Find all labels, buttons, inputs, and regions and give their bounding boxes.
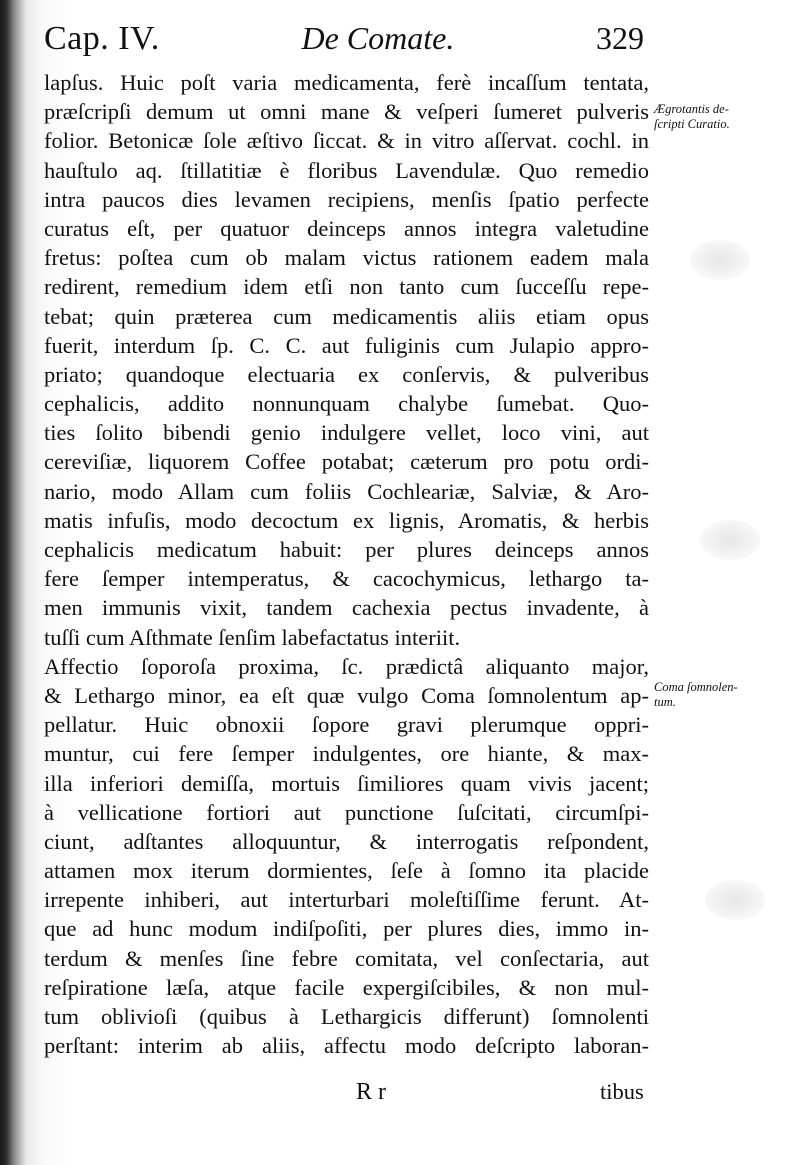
body-text xyxy=(44,68,649,1060)
margin-note-curatio xyxy=(654,102,794,132)
text-line: fere ſemper intemperatus, & cacochymicus, lethargo ta- xyxy=(44,566,649,592)
text-line: tuſſi cum Aſthmate ſenſim labefactatus interiit. xyxy=(44,624,461,650)
text-line: tebat; quin præterea cum medicamentis aliis etiam opus xyxy=(44,303,649,329)
text-line: curatus eſt, per quatuor deinceps annos integra valetudine xyxy=(44,215,649,241)
text-line: folior. Betonicæ ſole æſtivo ſiccat. & in vitro aſſervat. cochl. in xyxy=(44,128,649,154)
text-line: illa inferiori demiſſa, mortuis ſimiliores quam vivis jacent; xyxy=(44,770,649,796)
text-line: lapſus. Huic poſt varia medicamenta, ferè incaſſum tentata, xyxy=(44,70,649,95)
text-line: fuerit, interdum ſp. C. C. aut fuliginis cum Julapio appro- xyxy=(44,332,649,358)
text-line: priato; quandoque electuaria ex conſervis, & pulveribus xyxy=(44,361,649,387)
text-line: Affectio ſoporoſa proxima, ſc. prædictâ aliquanto major, xyxy=(44,653,649,679)
text-line: irrepente inhiberi, aut interturbari moleſtiſſime ferunt. At- xyxy=(44,887,649,913)
text-line: attamen mox iterum dormientes, ſeſe à ſomno ita placide xyxy=(44,858,649,884)
page-number: 329 xyxy=(596,20,644,56)
text-line: reſpiratione læſa, atque facile expergiſcibiles, & non mul- xyxy=(44,974,649,1000)
margin-note-line: ſcripti Curatio. xyxy=(654,117,730,131)
text-line: que ad hunc modum indiſpoſiti, per plures dies, immo in- xyxy=(44,916,649,942)
text-line: men immunis vixit, tandem cachexia pectus invadente, à xyxy=(44,595,649,621)
margin-note-line: Ægrotantis de- xyxy=(654,102,729,116)
text-line: pellatur. Huic obnoxii ſopore gravi plerumque oppri- xyxy=(44,712,649,738)
text-line: ciunt, adſtantes alloquuntur, & interrogatis reſpondent, xyxy=(44,828,649,854)
running-header xyxy=(44,20,644,66)
text-line: tum oblivioſi (quibus à Lethargicis differunt) ſomnolenti xyxy=(44,1004,649,1029)
text-line: muntur, cui fere ſemper indulgentes, ore hiante, & max- xyxy=(44,741,649,767)
text-line: matis infuſis, modo decoctum ex lignis, Aromatis, & herbis xyxy=(44,507,649,533)
chapter-label: Cap. IV. xyxy=(44,20,160,57)
text-line: & Lethargo minor, ea eſt quæ vulgo Coma ſomnolentum ap- xyxy=(44,682,649,708)
text-line: cereviſiæ, liquorem Coffee potabat; cæterum pro potu ordi- xyxy=(44,449,649,475)
bleed-through-mark xyxy=(690,240,750,280)
text-line: hauſtulo aq. ſtillatitiæ è floribus Lavendulæ. Quo remedio xyxy=(44,157,649,183)
text-line: nario, modo Allam cum foliis Cochleariæ, Salviæ, & Aro- xyxy=(44,478,649,504)
text-line: cephalicis, addito nonnunquam chalybe ſumebat. Quo- xyxy=(44,391,649,417)
text-line: à vellicatione fortiori aut punctione ſuſcitati, circumſpi- xyxy=(44,799,649,825)
text-line: cephalicis medicatum habuit: per plures deinceps annos xyxy=(44,537,649,562)
running-title: De Comate. xyxy=(301,20,455,56)
text-line: ties ſolito bibendi genio indulgere vellet, loco vini, aut xyxy=(44,420,649,446)
text-line: perſtant: interim ab aliis, affectu modo deſcripto laboran- xyxy=(44,1033,649,1059)
bleed-through-mark xyxy=(705,880,765,920)
text-line: præſcripſi demum ut omni mane & veſperi ſumeret pulveris xyxy=(44,99,649,125)
text-line: intra paucos dies levamen recipiens, menſis ſpatio perfecte xyxy=(44,186,649,212)
margin-note-line: tum. xyxy=(654,695,676,709)
margin-note-line: Coma ſomnolen- xyxy=(654,680,738,694)
text-line: redirent, remedium idem etſi non tanto cum ſucceſſu repe- xyxy=(44,274,649,300)
catchword: tibus xyxy=(600,1079,644,1104)
margin-note-coma xyxy=(654,680,794,710)
bleed-through-mark xyxy=(700,520,760,560)
text-line: terdum & menſes ſine febre comitata, vel conſectaria, aut xyxy=(44,945,649,971)
signature-mark: Rr xyxy=(356,1079,392,1105)
text-line: fretus: poſtea cum ob malam victus rationem eadem mala xyxy=(44,245,649,271)
